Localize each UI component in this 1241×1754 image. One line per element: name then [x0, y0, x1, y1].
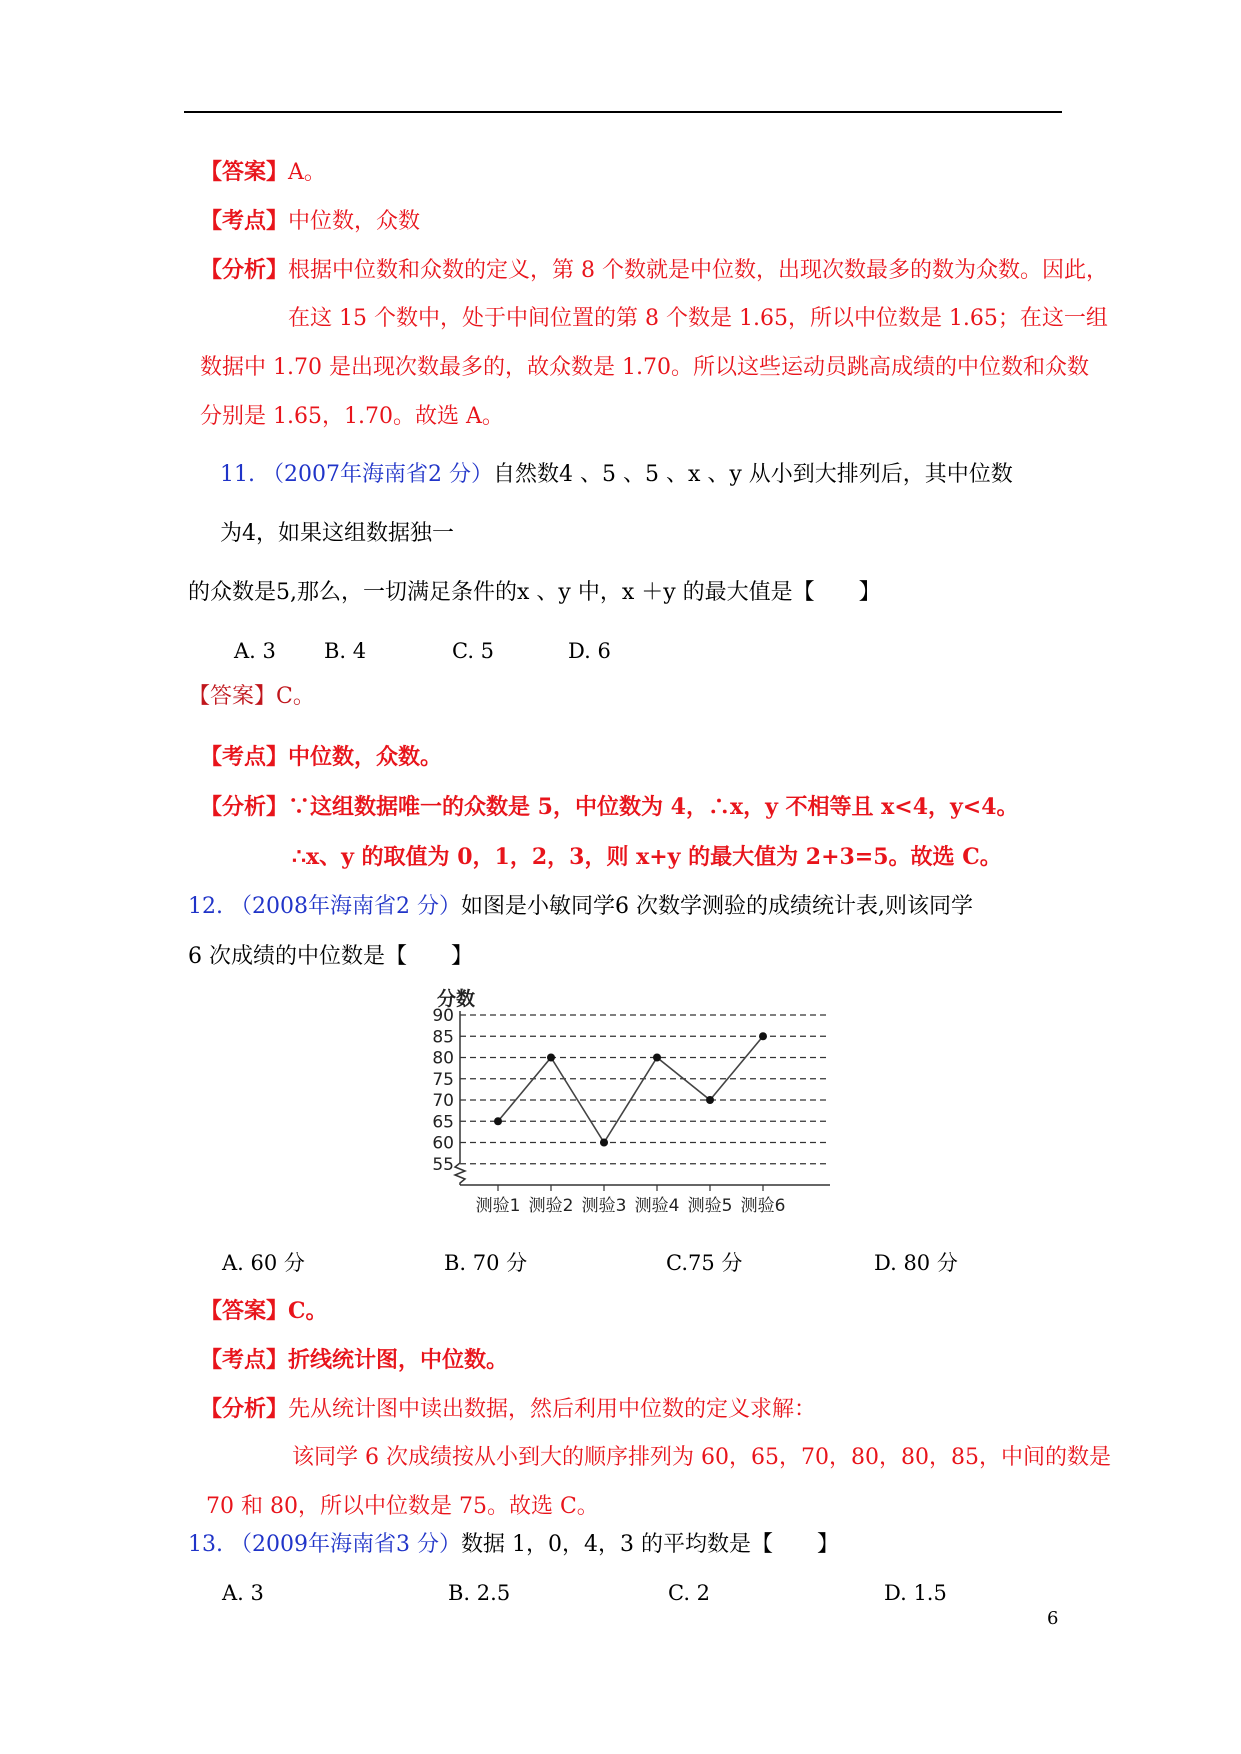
question-11: 11. （2007年海南省2 分）自然数4 、5 、5 、x 、y 从小到大排列后，其中位数	[220, 462, 1013, 487]
data-point	[706, 1096, 714, 1104]
y-tick-label: 85	[432, 1027, 454, 1048]
x-tick-label: 测验2	[528, 1196, 574, 1216]
question-13: 13. （2009年海南省3 分）数据 1，0，4，3 的平均数是【 】	[188, 1532, 839, 1557]
fenxi-line: 在这 15 个数中，处于中间位置的第 8 个数是 1.65，所以中位数是 1.65；在这一组	[288, 306, 1108, 331]
y-tick-label: 70	[432, 1091, 454, 1111]
options	[222, 1578, 947, 1608]
fenxi-line: ∴x、y 的取值为 0，1，2，3，则 x+y 的最大值为 2+3=5。故选 C。	[292, 844, 1002, 870]
y-axis-label: 分数	[437, 988, 476, 1010]
fenxi-line: 数据中 1.70 是出现次数最多的，故众数是 1.70。所以这些运动员跳高成绩的中位数和众数	[200, 355, 1089, 380]
data-point	[547, 1054, 555, 1062]
answer-line: 【答案】A。	[200, 159, 326, 185]
question-text: 6 次成绩的中位数是【 】	[188, 944, 473, 969]
x-tick-label: 测验4	[634, 1196, 680, 1216]
y-tick-label: 80	[432, 1048, 454, 1069]
y-tick-label: 60	[432, 1133, 454, 1154]
option: C.75 分	[666, 1251, 743, 1275]
option: C. 5	[452, 639, 495, 663]
option: A. 60 分	[222, 1251, 305, 1275]
options	[222, 1248, 958, 1278]
y-tick-label: 55	[432, 1154, 454, 1175]
data-point	[759, 1032, 767, 1040]
fenxi-line: 【分析】根据中位数和众数的定义，第 8 个数就是中位数，出现次数最多的数为众数。因此，	[200, 257, 1109, 283]
x-tick-label: 测验6	[740, 1196, 786, 1216]
question-text: 为4，如果这组数据独一	[220, 521, 454, 546]
fenxi-line: 【分析】先从统计图中读出数据，然后利用中位数的定义求解：	[200, 1396, 817, 1422]
y-tick-label: 75	[432, 1069, 454, 1090]
fenxi-line: 该同学 6 次成绩按从小到大的顺序排列为 60，65，70，80，80，85，中间的数是	[292, 1445, 1111, 1470]
kaodian-line: 【考点】中位数，众数。	[200, 744, 443, 770]
fenxi-line: 分别是 1.65，1.70。故选 A。	[200, 404, 504, 429]
option: A. 3	[234, 639, 276, 663]
options	[234, 636, 611, 666]
x-tick-label: 测验3	[581, 1196, 627, 1216]
option: D. 80 分	[874, 1251, 958, 1275]
option: C. 2	[668, 1581, 711, 1605]
series-line	[498, 1036, 763, 1142]
option: D. 1.5	[884, 1581, 947, 1605]
option: B. 2.5	[448, 1581, 511, 1605]
axis-break	[455, 1163, 465, 1185]
y-tick-label: 90	[432, 1006, 454, 1026]
data-point	[600, 1139, 608, 1147]
x-tick-label: 测验1	[475, 1196, 521, 1216]
fenxi-line: 70 和 80，所以中位数是 75。故选 C。	[206, 1494, 599, 1519]
page-number: 6	[1047, 1608, 1059, 1629]
kaodian-line: 【考点】折线统计图，中位数。	[200, 1347, 509, 1373]
x-tick-label: 测验5	[687, 1196, 733, 1216]
option: A. 3	[222, 1581, 264, 1605]
option: B. 4	[324, 639, 367, 663]
y-tick-label: 65	[432, 1112, 454, 1133]
data-point	[653, 1054, 661, 1062]
score-line-chart	[405, 985, 837, 1225]
data-point	[494, 1117, 502, 1125]
option: D. 6	[568, 639, 611, 663]
option: B. 70 分	[444, 1251, 528, 1275]
question-text: 的众数是5,那么，一切满足条件的x 、y 中，x ＋y 的最大值是【 】	[188, 580, 881, 605]
answer-line: 【答案】C。	[188, 684, 315, 709]
header-rule	[184, 111, 1062, 113]
answer-line: 【答案】C。	[200, 1298, 328, 1324]
question-12: 12. （2008年海南省2 分）如图是小敏同学6 次数学测验的成绩统计表,则该同学	[188, 894, 973, 919]
kaodian-line: 【考点】中位数，众数	[200, 208, 421, 234]
fenxi-line: 【分析】∵这组数据唯一的众数是 5，中位数为 4，∴x，y 不相等且 x<4，y<4。	[200, 794, 1019, 820]
